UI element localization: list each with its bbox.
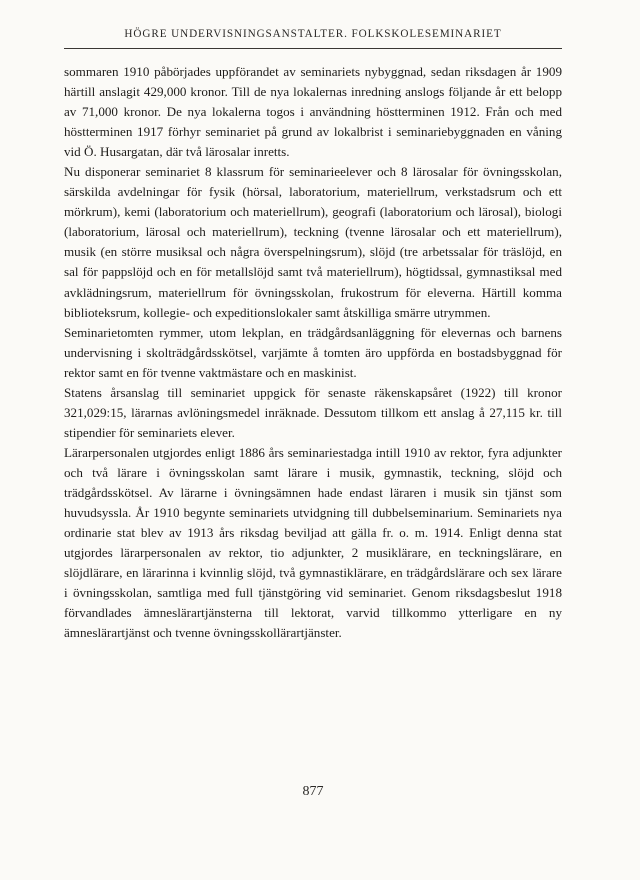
page-number: 877 xyxy=(302,784,324,799)
paragraph-5: Lärarpersonalen utgjordes enligt 1886 års seminariestadga intill 1910 av rektor, fyra adjunkter och två lärare i övningsskolan samt lärare i musik, gymnastik, teckning, slöjd och trädgårdsskötsel. Av lärarne i övningsämnen hade endast läraren i musik sin tjänst som huvudsyssla. År 1910 begynte seminariets utvidgning till dubbelseminarium. Seminariets nya ordinarie stat blev av 1913 års riksdag beviljad att gälla fr. o. m. 1914. Enligt denna stat utgjordes lärarpersonalen av rektor, tio adjunkter, 2 musiklärare, en teckningslärare, en slöjdlärare, en lärarinna i kvinnlig slöjd, två gymnastiklärare, en trädgårdslärare och sex lärare i övningsskolan, samtliga med full tjänstgöring vid seminariet. Genom riksdagsbeslut 1918 förvandlades ämneslärartjänsterna till lektorat, varvid tillkommo ytterligare en ny ämneslärartjänst och tvenne övningsskollärartjänster. xyxy=(64,444,562,641)
body-text xyxy=(64,62,562,643)
paragraph-1: sommaren 1910 påbörjades uppförandet av seminariets nybyggnad, sedan riksdagen år 1909 härtill anslagit 429,000 kronor. Till de nya lokalernas inredning anslogs följande år ett belopp av 71,000 kronor. De nya lokalerna togos i användning höstterminen 1912. Från och med höstterminen 1917 förhyr seminariet på grund av lokalbrist i seminariebyggnaden en våning vid Ö. Husargatan, där två lärosalar inretts. xyxy=(64,64,562,160)
paragraph-2: Nu disponerar seminariet 8 klassrum för seminarieelever och 8 lärosalar för övningsskolan, särskilda avdelningar för fysik (hörsal, laboratorium, materiellrum, verkstadsrum och ett mörkrum), kemi (laboratorium och materiellrum), geografi (laboratorium och lärosal), biologi (laboratorium, lärosal och materiellrum), teckning (tvenne lärosalar och ett materiellrum), musik (en större musiksal och några överspelningsrum), slöjd (tre arbetssalar för träslöjd, en sal för pappslöjd och en för metallslöjd samt två materiellrum), högtidssal, gymnastiksal med avklädningsrum, materiellrum för övningsskolan, frukostrum för eleverna. Härtill komma biblioteksrum, kollegie- och expeditionslokaler samt åtskilliga smärre utrymmen. xyxy=(64,164,562,320)
paragraph-4: Statens årsanslag till seminariet uppgick för senaste räkenskapsåret (1922) till kronor 321,029:15, lärarnas avlöningsmedel inräknade. Dessutom tillkom ett anslag å 27,115 kr. till stipendier för seminariets elever. xyxy=(64,384,562,440)
paragraph-3: Seminarietomten rymmer, utom lekplan, en trädgårdsanläggning för elevernas och barnens undervisning i skolträdgårdsskötsel, varjämte å tomten äro uppförda en bostadsbyggnad för rektor samt en för tvenne vaktmästare och en maskinist. xyxy=(64,324,562,380)
running-head: HÖGRE UNDERVISNINGSANSTALTER. FOLKSKOLESEMINARIET xyxy=(124,28,502,40)
header-rule xyxy=(64,48,562,49)
